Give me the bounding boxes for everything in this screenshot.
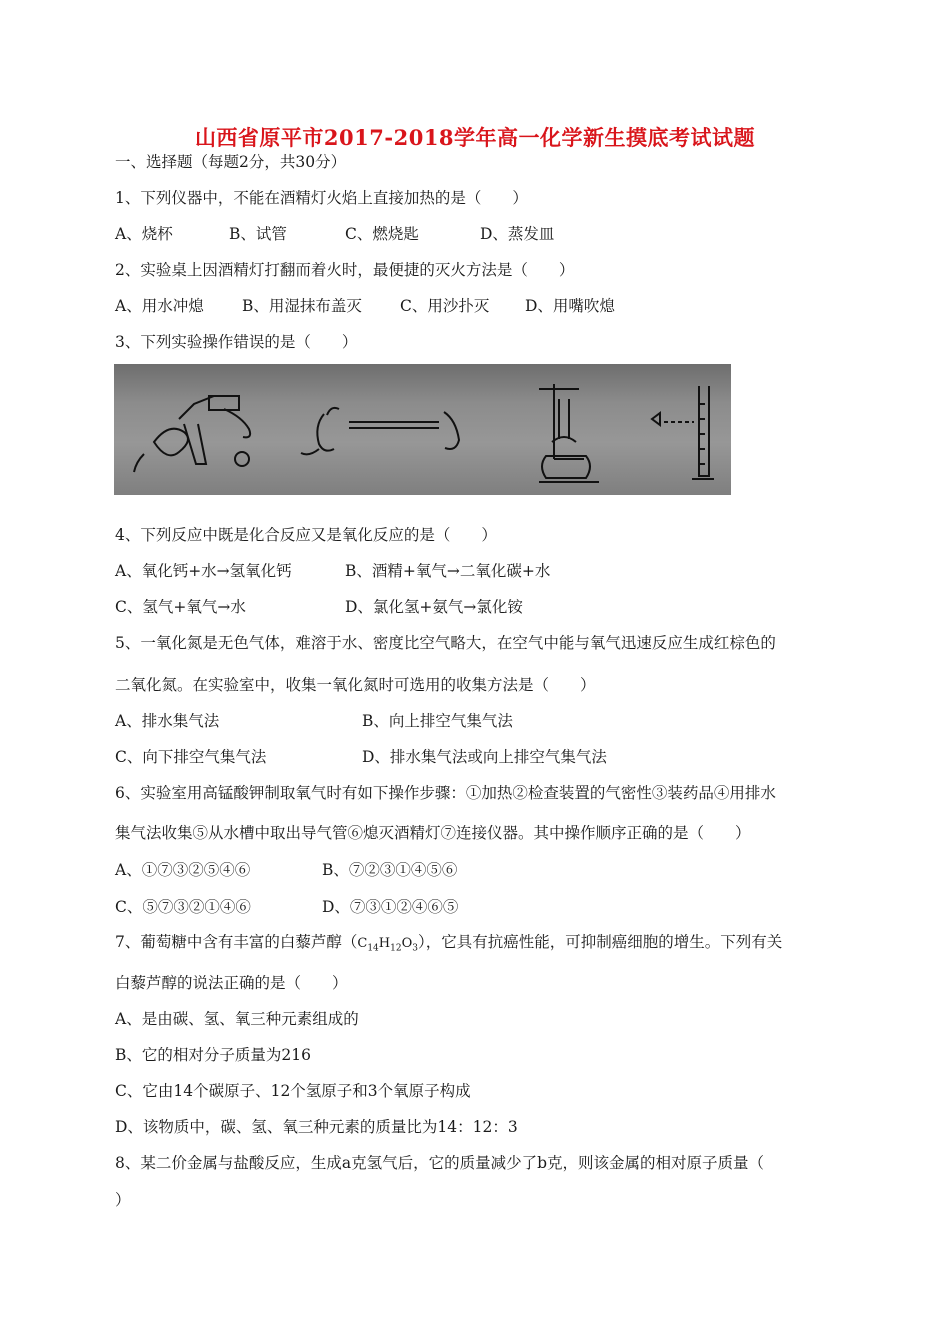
- lab-operations-figure: [114, 364, 731, 495]
- operation-2-drawing: [301, 408, 459, 454]
- lab-operations-drawing: [114, 364, 731, 495]
- q6-option-c: C、⑤⑦③②①④⑥: [115, 898, 251, 916]
- question-8-stem-line-2: ）: [115, 1191, 131, 1209]
- question-8-stem-line-1: 8、某二价金属与盐酸反应，生成a克氢气后，它的质量减少了b克，则该金属的相对原子质量（: [115, 1154, 765, 1172]
- question-4-stem: 4、下列反应中既是化合反应又是氧化反应的是（ ）: [115, 526, 497, 544]
- operation-3-drawing: [539, 384, 599, 482]
- q5-option-b: B、向上排空气集气法: [362, 712, 513, 730]
- q5-option-c: C、向下排空气集气法: [115, 748, 267, 766]
- page-title: 山西省原平市2017-2018学年高一化学新生摸底考试试题: [194, 125, 756, 150]
- question-7-stem-line-2: 白藜芦醇的说法正确的是（ ）: [115, 974, 348, 992]
- question-5-stem-line-1: 5、一氧化氮是无色气体，难溶于水、密度比空气略大，在空气中能与氧气迅速反应生成红棕色的: [115, 634, 776, 652]
- q6-option-d: D、⑦③①②④⑥⑤: [322, 898, 459, 916]
- q2-option-d: D、用嘴吹熄: [525, 297, 615, 315]
- operation-1-drawing: [134, 396, 250, 472]
- q4-option-c: C、氢气+氧气→水: [115, 598, 246, 616]
- q1-option-c: C、燃烧匙: [345, 225, 419, 243]
- q1-option-d: D、蒸发皿: [480, 225, 555, 243]
- q1-option-b: B、试管: [229, 225, 287, 243]
- q5-option-a: A、排水集气法: [115, 712, 220, 730]
- q6-option-b: B、⑦②③①④⑤⑥: [322, 861, 458, 879]
- q2-option-a: A、用水冲熄: [115, 297, 204, 315]
- question-3-stem: 3、下列实验操作错误的是（ ）: [115, 333, 358, 351]
- q7-option-a: A、是由碳、氢、氧三种元素组成的: [115, 1010, 359, 1028]
- resveratrol-formula: $C_{14}H_{12}O_3$: [357, 936, 418, 954]
- q4-option-b: B、酒精+氧气→二氧化碳+水: [345, 562, 551, 580]
- q2-option-c: C、用沙扑灭: [400, 297, 490, 315]
- question-6-stem-line-2: 集气法收集⑤从水槽中取出导气管⑥熄灭酒精灯⑦连接仪器。其中操作顺序正确的是（ ）: [115, 824, 751, 842]
- q7-option-b: B、它的相对分子质量为216: [115, 1046, 311, 1064]
- question-6-stem-line-1: 6、实验室用高锰酸钾制取氧气时有如下操作步骤：①加热②检查装置的气密性③装药品④用排水: [115, 784, 776, 802]
- q2-option-b: B、用湿抹布盖灭: [242, 297, 362, 315]
- section-heading: 一、选择题（每题2分，共30分）: [115, 153, 347, 171]
- question-7-stem-line-1: 7、葡萄糖中含有丰富的白藜芦醇$(C_{14}H_{12}O_3)$，它具有抗癌性能，可抑制癌细胞的增生。下列有关: [115, 933, 783, 954]
- q7-option-d: D、该物质中，碳、氢、氧三种元素的质量比为14：12：3: [115, 1118, 518, 1136]
- q5-option-d: D、排水集气法或向上排空气集气法: [362, 748, 607, 766]
- question-2-stem: 2、实验桌上因酒精灯打翻而着火时，最便捷的灭火方法是（ ）: [115, 261, 575, 279]
- operation-4-drawing: [652, 386, 714, 479]
- q7-option-c: C、它由14个碳原子、12个氢原子和3个氧原子构成: [115, 1082, 471, 1100]
- question-5-stem-line-2: 二氧化氮。在实验室中，收集一氧化氮时可选用的收集方法是（ ）: [115, 676, 596, 694]
- q6-option-a: A、①⑦③②⑤④⑥: [115, 861, 251, 879]
- q4-option-d: D、氯化氢+氨气→氯化铵: [345, 598, 523, 616]
- q4-option-a: A、氧化钙+水→氢氧化钙: [115, 562, 292, 580]
- q1-option-a: A、烧杯: [115, 225, 173, 243]
- question-1-stem: 1、下列仪器中，不能在酒精灯火焰上直接加热的是（ ）: [115, 189, 528, 207]
